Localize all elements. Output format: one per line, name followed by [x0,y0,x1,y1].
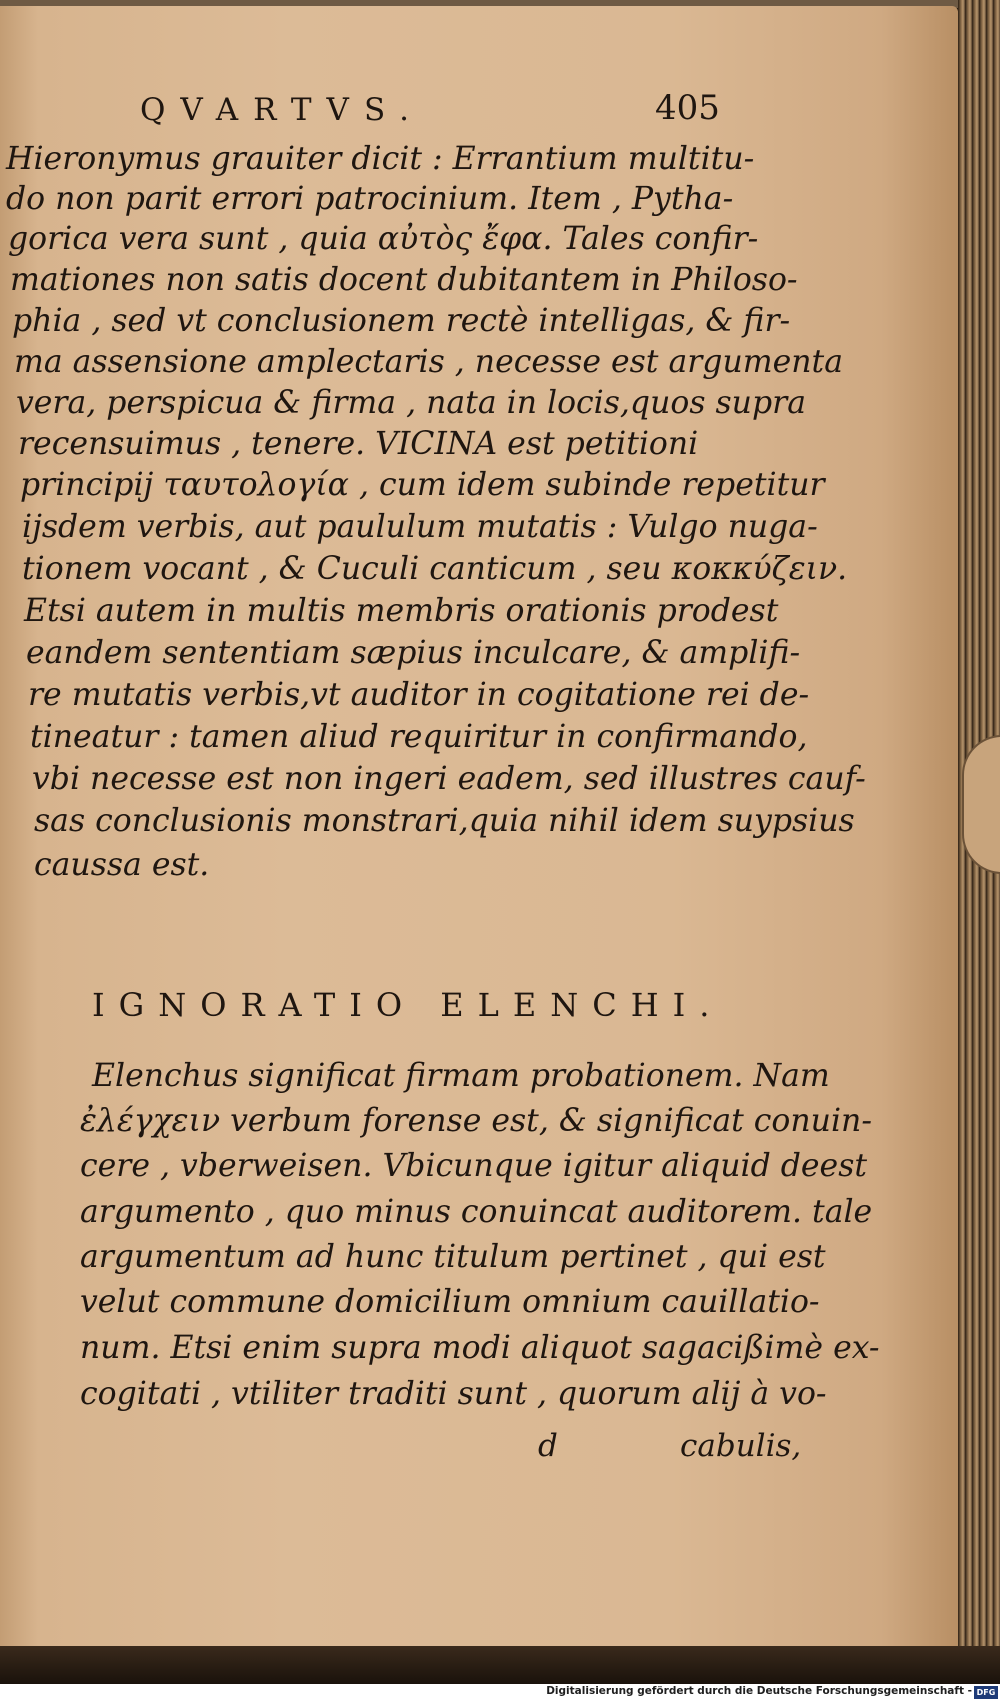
text-line: caussa est. [34,847,210,883]
catchword: cabulis, [680,1428,802,1464]
footer-bar [0,1684,1000,1702]
text-line: ma assensione amplectaris , necesse est argumenta [14,344,843,380]
text-line: phia , sed vt conclusionem rectè intelligas, & fir- [12,303,791,339]
text-line: eandem sententiam sæpius inculcare, & amplifi- [26,635,801,671]
text-line: argumentum ad hunc titulum pertinet , qui est [80,1239,826,1275]
funding-credit: Digitalisierung gefördert durch die Deutsche Forschungsgemeinschaft - [546,1685,972,1697]
text-line: Elenchus significat firmam probationem. Nam [92,1058,830,1094]
text-line: cogitati , vtiliter traditi sunt , quorum alij à vo- [80,1376,827,1412]
text-line: argumento , quo minus conuincat auditorem. tale [80,1194,873,1230]
running-head: QVARTVS. [140,92,424,128]
text-line: velut commune domicilium omnium cauillatio- [80,1284,820,1320]
text-line: ijsdem verbis, aut paululum mutatis : Vulgo nuga- [22,509,818,545]
text-line: gorica vera sunt , quia αὐτὸς ἔφα. Tales confir- [8,221,759,257]
text-line: recensuimus , tenere. VICINA est petitioni [18,426,699,462]
section-heading: IGNORATIO ELENCHI. [92,986,724,1024]
text-line: principij ταυτολογία , cum idem subinde repetitur [20,467,825,503]
paper-page [0,6,958,1646]
text-line: tionem vocant , & Cuculi canticum , seu κοκκύζειν. [22,551,848,587]
text-line: re mutatis verbis,vt auditor in cogitatione rei de- [28,677,810,713]
text-line: cere , vberweisen. Vbicunque igitur aliquid deest [80,1148,868,1184]
page-tab [962,735,1000,874]
text-line: mationes non satis docent dubitantem in Philoso- [10,262,798,298]
text-line: num. Etsi enim supra modi aliquot sagacißimè ex- [80,1330,880,1366]
text-line: vbi necesse est non ingeri eadem, sed illustres cauf- [32,761,866,797]
text-line: ἐλέγχειν verbum forense est, & significat conuin- [80,1103,872,1139]
bottom-binding-edge [0,1646,1000,1684]
dfg-logo: DFG [974,1686,998,1699]
text-line: sas conclusionis monstrari,quia nihil idem suypsius [34,803,855,839]
text-line: vera, perspicua & firma , nata in locis,quos supra [16,385,806,421]
text-line: Hieronymus grauiter dicit : Errantium multitu- [6,141,755,177]
page-number: 405 [655,88,720,128]
text-line: tineatur : tamen aliud requiritur in confirmando, [30,719,808,755]
text-line: do non parit errori patrocinium. Item , Pytha- [6,181,734,217]
signature-mark: d [538,1428,558,1464]
text-line: Etsi autem in multis membris orationis prodest [24,593,779,629]
